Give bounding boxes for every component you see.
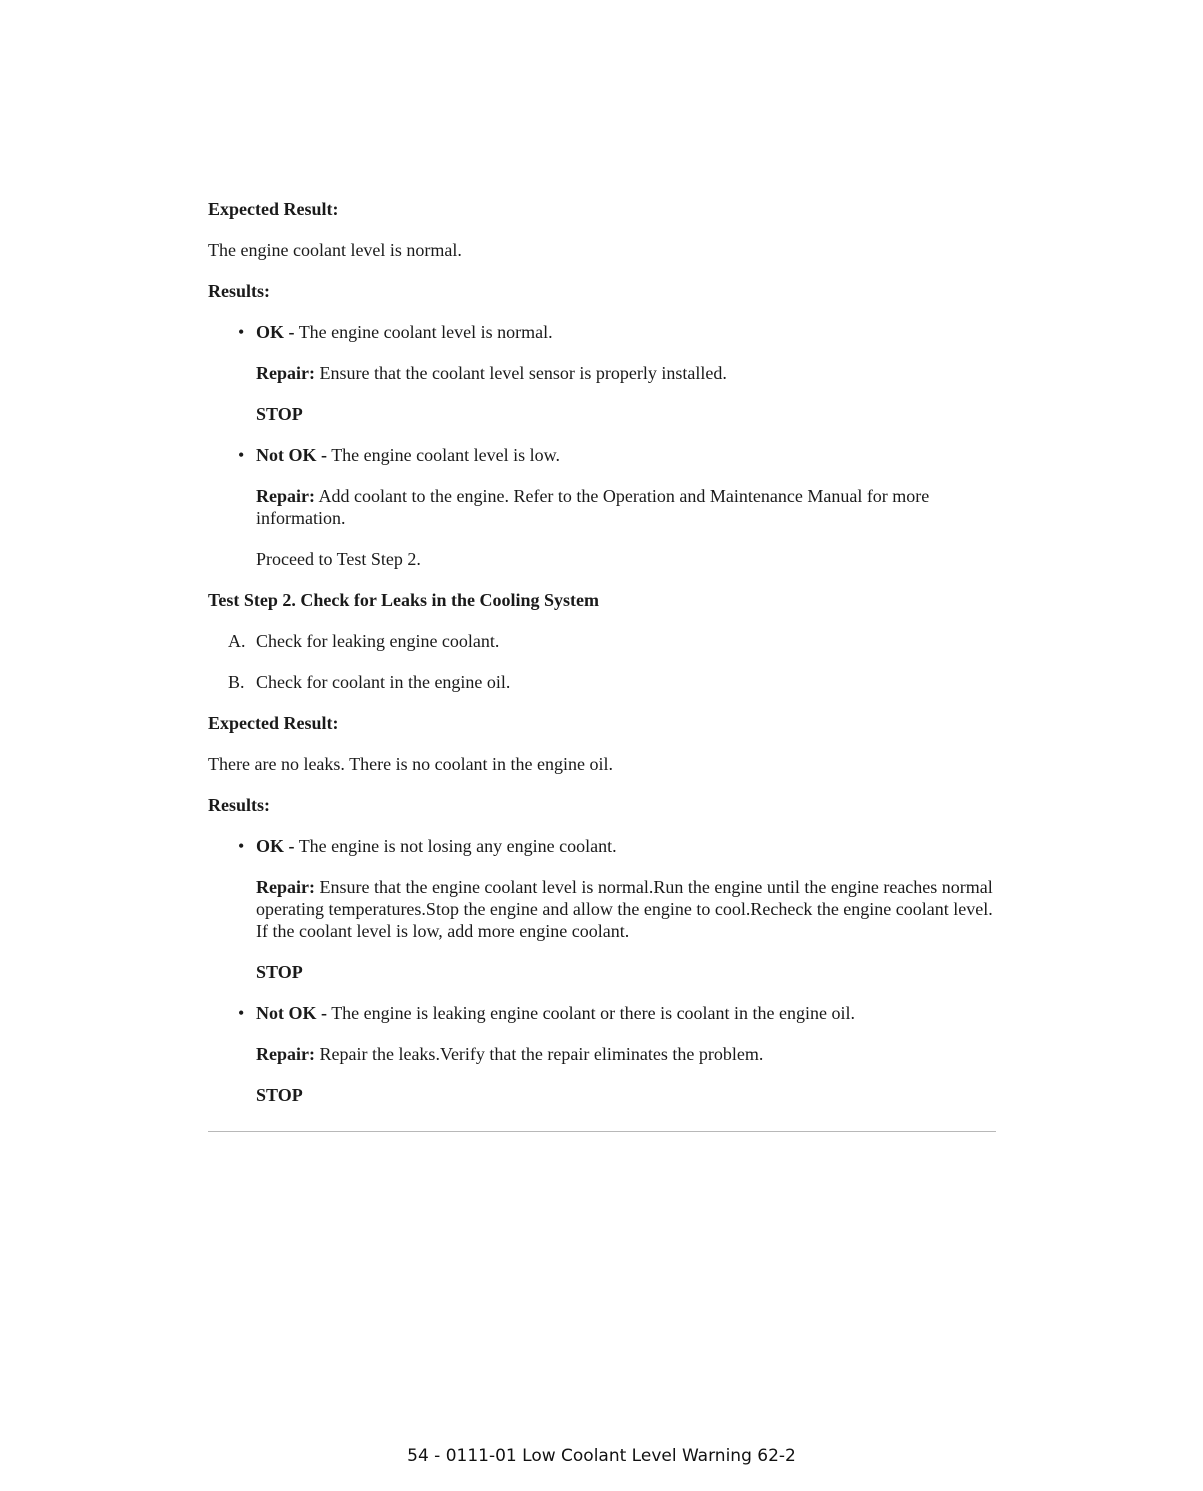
result-ok-item xyxy=(238,835,998,857)
repair-text: Ensure that the coolant level sensor is properly installed. xyxy=(319,363,727,383)
repair-label: Repair: xyxy=(256,1044,315,1064)
expected-result-heading: Expected Result: xyxy=(208,199,339,219)
result-ok-item xyxy=(238,321,998,343)
result-notok-label: Not OK - xyxy=(256,1003,327,1023)
expected-result-text: The engine coolant level is normal. xyxy=(208,240,462,260)
result-notok-label: Not OK - xyxy=(256,445,327,465)
result-notok-item xyxy=(238,444,998,466)
repair-label: Repair: xyxy=(256,486,315,506)
repair-text: Repair the leaks.Verify that the repair eliminates the problem. xyxy=(319,1044,764,1064)
bullet-marker: • xyxy=(238,1003,245,1023)
proceed-instruction: Proceed to Test Step 2. xyxy=(256,549,421,569)
repair-paragraph xyxy=(256,1043,998,1065)
repair-paragraph xyxy=(256,485,998,529)
repair-paragraph xyxy=(256,362,998,384)
test-step-2-heading: Test Step 2. Check for Leaks in the Cooling System xyxy=(208,590,600,610)
step-item-marker: A. xyxy=(228,631,246,651)
bullet-marker: • xyxy=(238,322,245,342)
result-ok-label: OK - xyxy=(256,322,295,342)
step-item xyxy=(228,671,998,693)
result-notok-item xyxy=(238,1002,998,1024)
repair-label: Repair: xyxy=(256,363,315,383)
bullet-marker: • xyxy=(238,836,245,856)
step-item xyxy=(228,630,998,652)
page-footer: 54 - 0111-01 Low Coolant Level Warning 62-2 xyxy=(407,1446,796,1466)
stop-instruction: STOP xyxy=(256,1085,303,1105)
result-ok-label: OK - xyxy=(256,836,295,856)
bullet-marker: • xyxy=(238,445,245,465)
results-heading: Results: xyxy=(208,281,270,301)
step-item-text: Check for leaking engine coolant. xyxy=(256,631,500,651)
results-heading: Results: xyxy=(208,795,270,815)
step-item-text: Check for coolant in the engine oil. xyxy=(256,672,511,692)
document-body xyxy=(208,198,998,1125)
result-ok-text: The engine coolant level is normal. xyxy=(298,322,553,342)
repair-text: Ensure that the engine coolant level is normal.Run the engine until the engine reaches normal operating temperatures.Stop the engine and allow the engine to cool.Recheck the engine coolant level. If the coolant level is low, add more engine coolant. xyxy=(256,877,993,941)
horizontal-divider xyxy=(208,1131,996,1132)
step-item-marker: B. xyxy=(228,672,245,692)
stop-instruction: STOP xyxy=(256,404,303,424)
result-ok-text: The engine is not losing any engine coolant. xyxy=(298,836,617,856)
result-notok-text: The engine coolant level is low. xyxy=(331,445,560,465)
expected-result-heading: Expected Result: xyxy=(208,713,339,733)
stop-instruction: STOP xyxy=(256,962,303,982)
repair-text: Add coolant to the engine. Refer to the Operation and Maintenance Manual for more information. xyxy=(256,486,930,528)
repair-paragraph xyxy=(256,876,998,942)
expected-result-text: There are no leaks. There is no coolant in the engine oil. xyxy=(208,754,614,774)
result-notok-text: The engine is leaking engine coolant or there is coolant in the engine oil. xyxy=(331,1003,856,1023)
repair-label: Repair: xyxy=(256,877,315,897)
